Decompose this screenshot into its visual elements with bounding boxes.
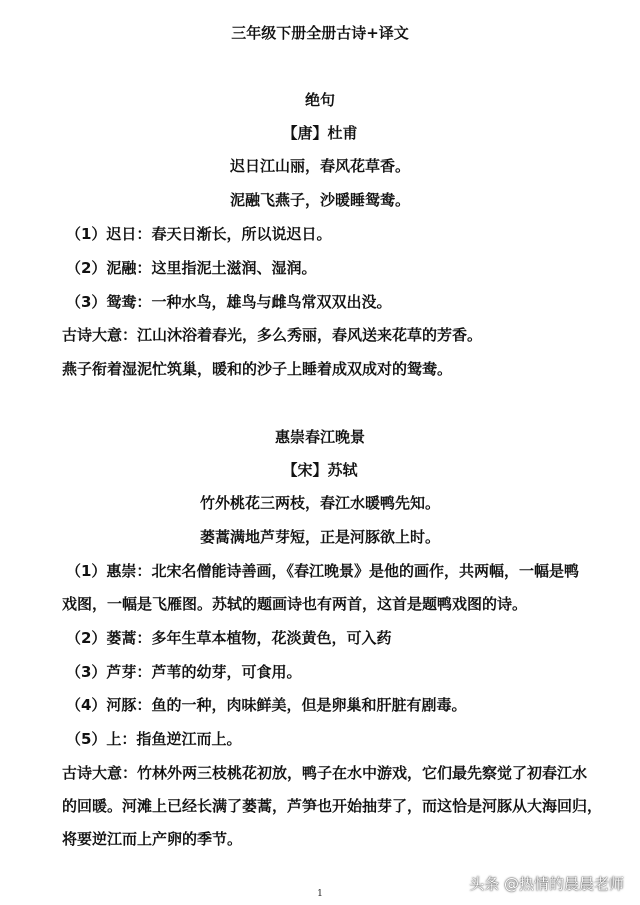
- poem1-meaning-2: 燕子衔着湿泥忙筑巢，暖和的沙子上睡着成双成对的鸳鸯。: [62, 360, 453, 378]
- poem1-note-3: （3）鸳鸯：一种水鸟，雄鸟与雌鸟常双双出没。: [66, 293, 392, 311]
- poem2-title: 惠崇春江晚景: [274, 428, 365, 446]
- poem2-note-5: （5）上：指鱼逆江而上。: [66, 730, 242, 748]
- poem1-author: 【唐】杜甫: [282, 124, 358, 142]
- poem1-line-1: 迟日江山丽，春风花草香。: [229, 157, 410, 175]
- poem2-line-2: 蒌蒿满地芦芽短，正是河豚欲上时。: [199, 528, 440, 546]
- poem2-line-1: 竹外桃花三两枝，春江水暖鸭先知。: [199, 494, 440, 512]
- poem2-meaning-1: 古诗大意：竹林外两三枝桃花初放，鸭子在水中游戏，它们最先察觉了初春江水: [62, 764, 588, 782]
- poem2-note-3: （3）芦芽：芦苇的幼芽，可食用。: [66, 663, 302, 681]
- poem2-author: 【宋】苏轼: [282, 461, 358, 479]
- document-title: 三年级下册全册古诗+译文: [231, 24, 409, 42]
- poem2-note-2: （2）蒌蒿：多年生草本植物，花淡黄色，可入药: [66, 629, 392, 647]
- poem1-title: 绝句: [304, 91, 335, 109]
- poem1-meaning-1: 古诗大意：江山沐浴着春光，多么秀丽，春风送来花草的芳香。: [62, 326, 483, 344]
- poem2-meaning-2: 的回暖。河滩上已经长满了蒌蒿，芦笋也开始抽芽了，而这恰是河豚从大海回归，: [62, 797, 603, 815]
- poem1-line-2: 泥融飞燕子，沙暖睡鸳鸯。: [229, 191, 410, 209]
- poem2-note-1: （1）惠崇：北宋名僧能诗善画，《春江晚景》是他的画作，共两幅，一幅是鸭: [66, 562, 579, 580]
- poem2-note-1-cont: 戏图，一幅是飞雁图。苏轼的题画诗也有两首，这首是题鸭戏图的诗。: [62, 595, 528, 613]
- page-number: 1: [317, 889, 323, 899]
- poem1-note-2: （2）泥融：这里指泥土滋润、湿润。: [66, 259, 317, 277]
- poem2-note-4: （4）河豚：鱼的一种，肉味鲜美，但是卵巢和肝脏有剧毒。: [66, 696, 467, 714]
- poem1-note-1: （1）迟日：春天日渐长，所以说迟日。: [66, 225, 332, 243]
- poem2-meaning-3: 将要逆江而上产卵的季节。: [62, 830, 243, 848]
- watermark: 头条 @热情的晨晨老师: [469, 875, 624, 893]
